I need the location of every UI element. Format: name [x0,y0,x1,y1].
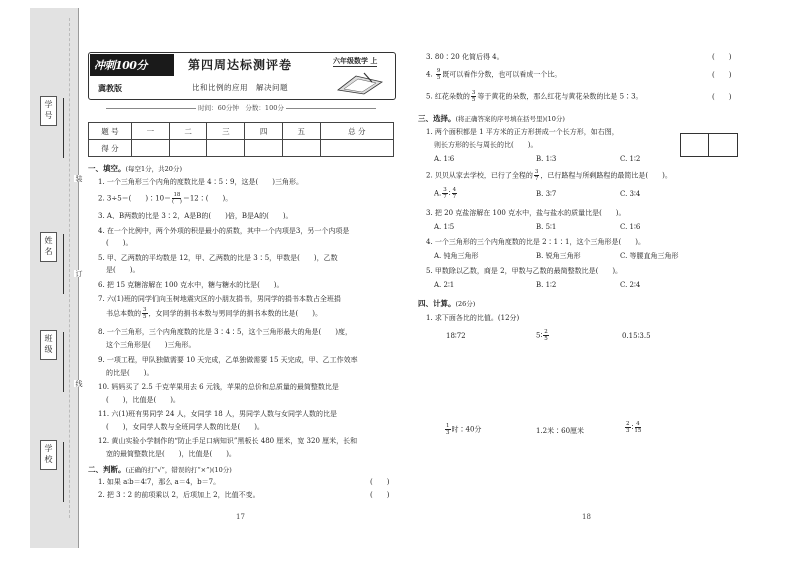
ratio-sign: ∶ [448,189,451,198]
judge-question-5 [426,90,643,103]
choice-option[interactable]: B. 1∶3 [536,155,557,163]
answer-paren[interactable]: ( ) [712,53,732,61]
fraction [436,68,442,81]
calc-expression [444,423,481,436]
section-note: (将正确答案的序号填在括号里)(10分) [455,115,565,123]
score-input-cell[interactable] [320,140,393,157]
fraction [471,90,477,103]
table-cell: 总 分 [320,123,393,140]
field-label: 学号 [40,96,57,126]
choice-option[interactable]: B. 1∶2 [536,281,557,289]
choice-option[interactable]: C. 等腰直角三角形 [620,252,679,260]
fraction [631,421,642,434]
page-subtitle: 比和比例的应用 解决问题 [192,83,288,92]
choice-option[interactable]: B. 锐角三角形 [536,252,581,260]
cut-line [78,8,79,548]
question-10-line2: ( )，比值是( )。 [106,396,180,404]
section-title: 三、选择。 [418,114,456,123]
table-cell: 二 [169,123,207,140]
question-text: 既可以看作分数，也可以看成一个比。 [442,70,562,79]
answer-paren[interactable]: ( ) [712,71,732,79]
question-12-line1: 12. 黄山实验小学制作的“防止手足口病知识”黑板长 480 厘米，宽 320 厘米，长和 [98,437,358,445]
field-line [63,332,64,392]
judge-question-4 [426,68,561,81]
fraction [625,421,631,434]
numerator: 3 [534,169,539,175]
question-11-line2: ( )，女同学人数与全班同学人数的比是( )。 [106,423,264,431]
calc-expression [536,329,550,342]
question-7-line2 [106,307,322,320]
choice-question-1-line1: 1. 两个面积都是 1 平方米的正方形拼成一个长方形，如右图， [426,128,619,136]
numerator: 4 [452,187,457,193]
time-score: 时间：60分钟 分数：100分 [198,104,284,112]
score-table [88,122,394,157]
fraction [445,423,451,436]
expression-text: 时∶40分 [451,425,482,434]
question-8-line2: 这个三角形是( )三角形。 [106,341,196,349]
table-cell: 题 号 [89,123,132,140]
denominator: 3 [626,428,630,434]
numerator: 3 [471,90,476,96]
choice-question-3: 3. 把 20 克盐溶解在 100 克水中，盐与盐水的质量比是( )。 [426,209,626,217]
fraction [142,307,148,320]
question-4-line1: 4. 在一个比例中，两个外项的积是最小的质数，其中一个内项是3，另一个内项是 [98,227,350,235]
denominator: 3 [446,430,450,436]
choice-option[interactable]: A. 1∶6 [434,155,455,163]
field-label: 学校 [40,440,57,470]
page-number: 17 [236,513,245,521]
fraction [452,187,458,200]
section-title: 一、填空。 [88,164,126,173]
score-input-cell[interactable] [207,140,245,157]
section-note: (26分) [455,300,476,308]
time-score-line [88,103,394,112]
calc-expression: 1.2米∶60厘米 [536,427,585,435]
question-11-line1: 11. 六(1)班有男同学 24 人，女同学 18 人，男同学人数与女同学人数的比是 [98,410,337,418]
expression-text: 5∶ [536,331,543,340]
question-9-line1: 9. 一项工程，甲队独做需要 10 天完成，乙单独做需要 15 天完成，甲、乙工作效率 [98,356,358,364]
numerator: 2 [626,421,630,427]
denominator: 7 [534,176,539,182]
choice-option[interactable]: C. 1∶6 [620,223,641,231]
question-8-line1: 8. 一个三角形，三个内角度数的比是 3∶4∶5，这个三角形最大的角是( )度， [98,328,352,336]
fraction [442,187,448,200]
denominator: 5 [143,314,147,320]
rectangle-figure [680,133,738,157]
question-text: ，已行路程与所剩路程的最简比是( )。 [540,171,672,180]
question-text: ，女同学的捐书本数与男同学的捐书本数的比是( )。 [148,309,322,318]
choice-question-4: 4. 一个三角形的三个内角度数的比是 2∶1∶1，这个三角形是( )。 [426,238,645,246]
binding-field-student-id[interactable] [40,96,72,166]
question-number: 4. [426,70,435,79]
choice-option[interactable]: A. 钝角三角形 [434,252,479,260]
question-10-line1: 10. 妈妈买了 2.5 千克苹果用去 6 元钱，苹果的总价和总质量的最简整数比是 [98,383,339,391]
question-3: 3. A、B两数的比是 3∶2，A是B的( )倍，B是A的( )。 [98,212,293,220]
question-1: 1. 一个三角形三个内角的度数比是 4∶5∶9，这是( )三角形。 [98,178,303,186]
score-input-cell[interactable] [132,140,170,157]
question-text: 5. 红花朵数的 [426,92,470,101]
numerator: 1 [446,423,450,429]
score-input-cell[interactable] [245,140,283,157]
fraction [172,192,182,205]
denominator: ( ) [172,199,182,205]
section-note: (正确的打“√”，错误的打“×”)(10分) [125,466,232,474]
question-text: 等于黄花的朵数，那么红花与黄花朵数的比是 5∶3。 [477,92,643,101]
table-row [89,123,394,140]
numerator: 18 [173,192,181,198]
numerator: 3 [143,307,147,313]
choice-question-2 [426,169,672,182]
score-input-cell[interactable] [169,140,207,157]
numerator: 2 [544,329,548,335]
section-note: (每空1分，共20分) [125,165,182,173]
question-5-line1: 5. 甲、乙两数的平均数是 12，甲、乙两数的比是 3∶5，甲数是( )，乙数 [98,254,338,262]
field-line [63,98,64,158]
choice-question-5: 5. 甲数除以乙数，商是 2，甲数与乙数的最简整数比是( )。 [426,267,623,275]
choice-question-1-line2: 则长方形的长与周长的比( )。 [434,141,538,149]
judge-question-3: 3. 80∶20 化简后得 4。 [426,53,504,61]
field-line [63,442,64,502]
choice-option[interactable]: A. 1∶5 [434,223,455,231]
ratio-sign: ∶ [631,423,634,432]
denominator: 5 [544,336,548,342]
judge-question-1: 1. 如果 a∶b＝4∶7，那么 a＝4，b＝7。 [98,478,221,486]
question-4-line2: ( )。 [106,239,133,247]
choice-option[interactable]: C. 3∶4 [620,190,641,198]
denominator: 7 [443,194,447,200]
score-input-cell[interactable] [282,140,320,157]
cut-mark: 订 [75,270,83,277]
table-cell: 一 [132,123,170,140]
question-12-line2: 宽的最简整数比是( )，比值是( )。 [106,450,236,458]
question-2 [98,192,232,205]
fraction [534,169,540,182]
choice-option[interactable]: C. 2∶4 [620,281,641,289]
question-7-line1: 7. 六(1)班的同学们向玉树地震灾区的小朋友捐书，男同学的捐书本数占全班捐 [98,295,341,303]
cut-mark: 线 [75,380,83,387]
field-label: 班级 [40,330,57,360]
choice-option[interactable]: B. 5∶1 [536,223,557,231]
page-number: 18 [582,513,591,521]
choice-option[interactable]: B. 3∶7 [536,190,557,198]
answer-paren[interactable]: ( ) [370,491,390,499]
page-title: 第四周达标测评卷 [188,58,293,72]
question-text: ＝12∶( )。 [182,194,233,203]
table-cell: 三 [207,123,245,140]
question-6: 6. 把 15 克糖溶解在 100 克水中，糖与糖水的比是( )。 [98,281,284,289]
calc-intro: 1. 求下面各比的比值。(12分) [426,314,520,322]
question-text: 书总本数的 [106,309,141,318]
cut-mark: 装 [75,175,83,182]
table-cell: 四 [245,123,283,140]
fraction [543,329,549,342]
question-5-line2: 是( )。 [106,266,140,274]
question-text: 2. 贝贝从家去学校，已行了全程的 [426,171,533,180]
section-title: 二、判断。 [88,465,126,474]
answer-paren[interactable]: ( ) [712,93,732,101]
choice-option[interactable] [434,187,458,200]
choice-option[interactable]: A. 2∶1 [434,281,455,289]
edition-label: 冀教版 [98,83,122,93]
calc-expression [624,421,642,434]
binding-field-class[interactable] [40,330,72,400]
denominator: 5 [471,97,476,103]
question-9-line2: 的比是( )。 [106,369,154,377]
option-label: A. [434,189,442,198]
denominator: 15 [634,428,642,434]
calc-expression: 18∶72 [446,332,466,340]
denominator: 5 [436,75,441,81]
table-cell: 五 [282,123,320,140]
section-title: 四、计算。 [418,299,456,308]
numerator: 3 [443,187,447,193]
numerator: 4 [636,421,640,427]
table-row [89,140,394,157]
calc-expression: 0.15∶3.5 [622,332,651,340]
section-calc-title [418,298,475,309]
denominator: 7 [452,194,457,200]
field-line [63,234,64,294]
answer-paren[interactable]: ( ) [370,478,390,486]
table-cell: 得 分 [89,140,132,157]
section-judge-title [88,464,232,475]
binding-field-name[interactable] [40,232,72,302]
book-illustration-icon [334,70,386,96]
field-label: 姓名 [40,232,57,262]
section-fill-blank-title [88,163,182,174]
section-choice-title [418,113,565,124]
judge-question-2: 2. 把 3∶2 的前项乘以 2，后项加上 2，比值不变。 [98,491,260,499]
numerator: 9 [436,68,441,74]
binding-field-school[interactable] [40,440,72,510]
grade-label: 六年级数学 上 [333,56,378,65]
question-text: 2. 3÷5＝( )∶10＝ [98,194,172,203]
brand-logo: 冲刺100分 [90,54,174,76]
choice-option[interactable]: C. 1∶2 [620,155,641,163]
